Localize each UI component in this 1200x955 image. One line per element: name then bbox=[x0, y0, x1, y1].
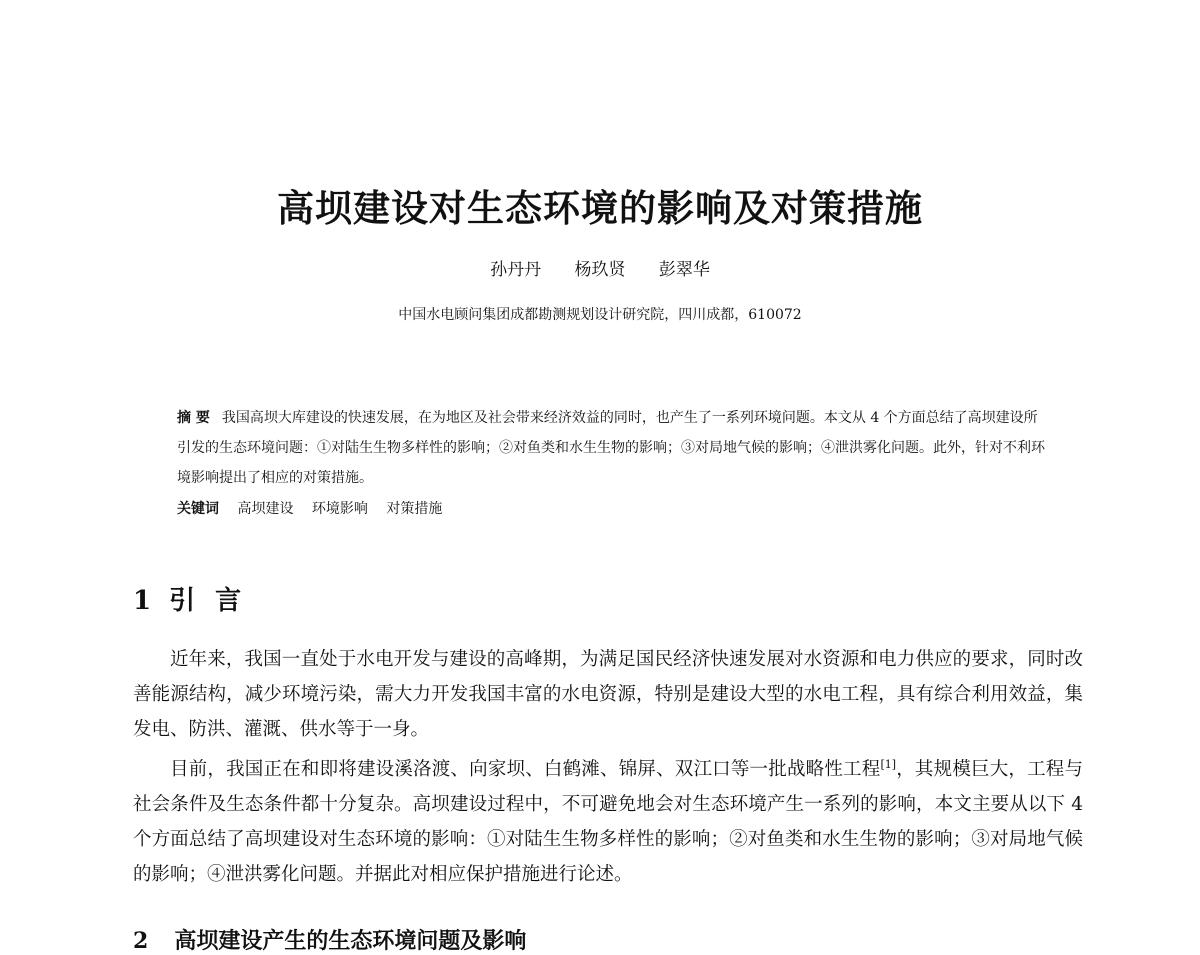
paper-title: 高坝建设对生态环境的影响及对策措施 bbox=[277, 187, 923, 230]
keyword: 环境影响 bbox=[311, 501, 368, 517]
affiliation: 中国水电顾问集团成都勘测规划设计研究院，四川成都，610072 bbox=[398, 307, 802, 323]
section-heading bbox=[133, 924, 526, 955]
author-name: 杨玖贤 bbox=[574, 260, 626, 280]
keywords-label: 关键词 bbox=[177, 501, 219, 517]
abstract bbox=[177, 403, 1047, 493]
abstract-text: 我国高坝大库建设的快速发展，在为地区及社会带来经济效益的同时，也产生了一系列环境问题。本文从 4 个方面总结了高坝建设所引发的生态环境问题：①对陆生生物多样性的影响；②对鱼类和水生生物的影响；③对局地气候的影响；④泄洪雾化问题。此外，针对不利环境影响提出了相应的对策措施。 bbox=[177, 410, 1045, 486]
section-body bbox=[133, 642, 1083, 892]
section-number: 2 bbox=[133, 928, 149, 954]
paragraph bbox=[133, 747, 1083, 892]
section-heading bbox=[133, 580, 261, 617]
keyword: 高坝建设 bbox=[237, 501, 294, 517]
paragraph-text: ，其规模巨大，工程与社会条件及生态条件都十分复杂。高坝建设过程中，不可避免地会对生态环境产生一系列的影响，本文主要从以下 4 个方面总结了高坝建设对生态环境的影响：①对陆生生物多样性的影响；②对鱼类和水生生物的影响；③对局地气候的影响；④泄洪雾化问题。并据此对相应保护措施进行论述。 bbox=[133, 759, 1083, 886]
author-list bbox=[0, 255, 1200, 280]
citation-link[interactable]: [1] bbox=[880, 758, 897, 771]
keyword: 对策措施 bbox=[386, 501, 443, 517]
section-title: 高坝建设产生的生态环境问题及影响 bbox=[174, 928, 527, 954]
paragraph-text: 目前，我国正在和即将建设溪洛渡、向家坝、白鹤滩、锦屏、双江口等一批战略性工程 bbox=[170, 759, 881, 781]
paragraph: 近年来，我国一直处于水电开发与建设的高峰期，为满足国民经济快速发展对水资源和电力供应的要求，同时改善能源结构，减少环境污染，需大力开发我国丰富的水电资源，特别是建设大型的水电工程，具有综合利用效益，集发电、防洪、灌溉、供水等于一身。 bbox=[133, 649, 1083, 740]
keywords bbox=[177, 495, 1047, 523]
abstract-label: 摘 要 bbox=[177, 410, 210, 426]
section-title: 引言 bbox=[169, 586, 262, 616]
author-name: 彭翠华 bbox=[658, 260, 710, 280]
section-number: 1 bbox=[133, 586, 152, 616]
author-name: 孙丹丹 bbox=[490, 260, 542, 280]
